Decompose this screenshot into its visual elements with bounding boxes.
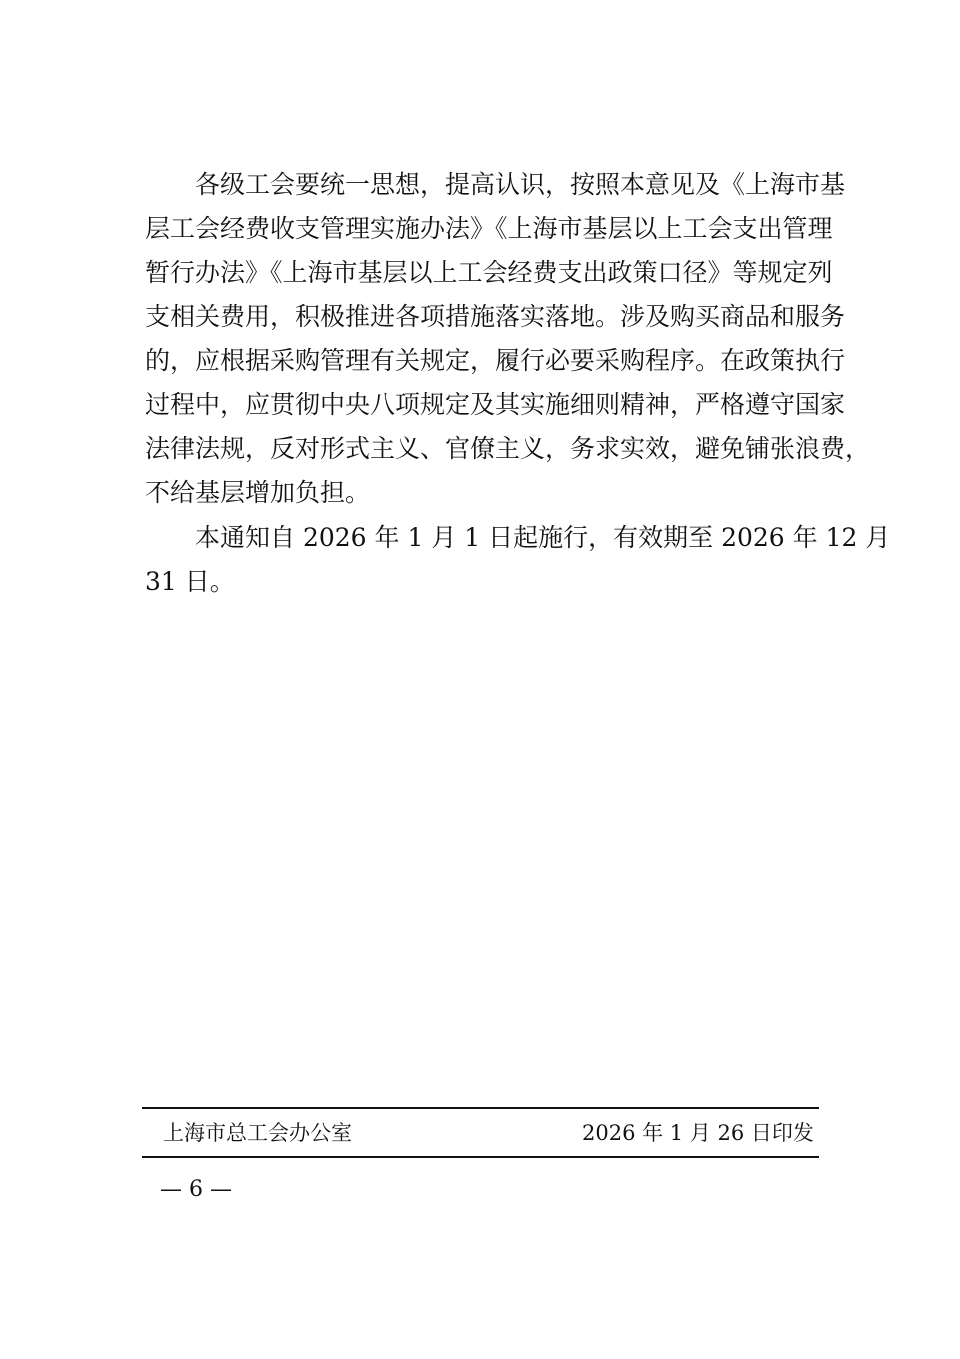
text-line: 的，应根据采购管理有关规定，履行必要采购程序。在政策执行 — [145, 346, 846, 375]
text-line: 不给基层增加负担。 — [145, 478, 371, 507]
text-line: 本通知自 2026 年 1 月 1 日起施行，有效期至 2026 年 12 月 — [145, 523, 891, 552]
text-line: 暂行办法》《上海市基层以上工会经费支出政策口径》等规定列 — [145, 258, 833, 287]
text-line: 层工会经费收支管理实施办法》《上海市基层以上工会支出管理 — [145, 214, 833, 243]
text-line: 31 日。 — [145, 567, 235, 596]
issue-date: 2026 年 1 月 26 日印发 — [582, 1121, 814, 1145]
footer-top-rule — [142, 1107, 819, 1109]
text-line: 过程中，应贯彻中央八项规定及其实施细则精神，严格遵守国家 — [145, 390, 846, 419]
text-line: 法律法规，反对形式主义、官僚主义，务求实效，避免铺张浪费， — [145, 434, 871, 463]
text-line: 各级工会要统一思想，提高认识，按照本意见及《上海市基 — [145, 170, 846, 199]
page-number: — 6 — — [160, 1177, 232, 1202]
issuer-name: 上海市总工会办公室 — [163, 1121, 352, 1145]
footer-bottom-rule — [142, 1156, 819, 1158]
text-line: 支相关费用，积极推进各项措施落实落地。涉及购买商品和服务 — [145, 302, 846, 331]
